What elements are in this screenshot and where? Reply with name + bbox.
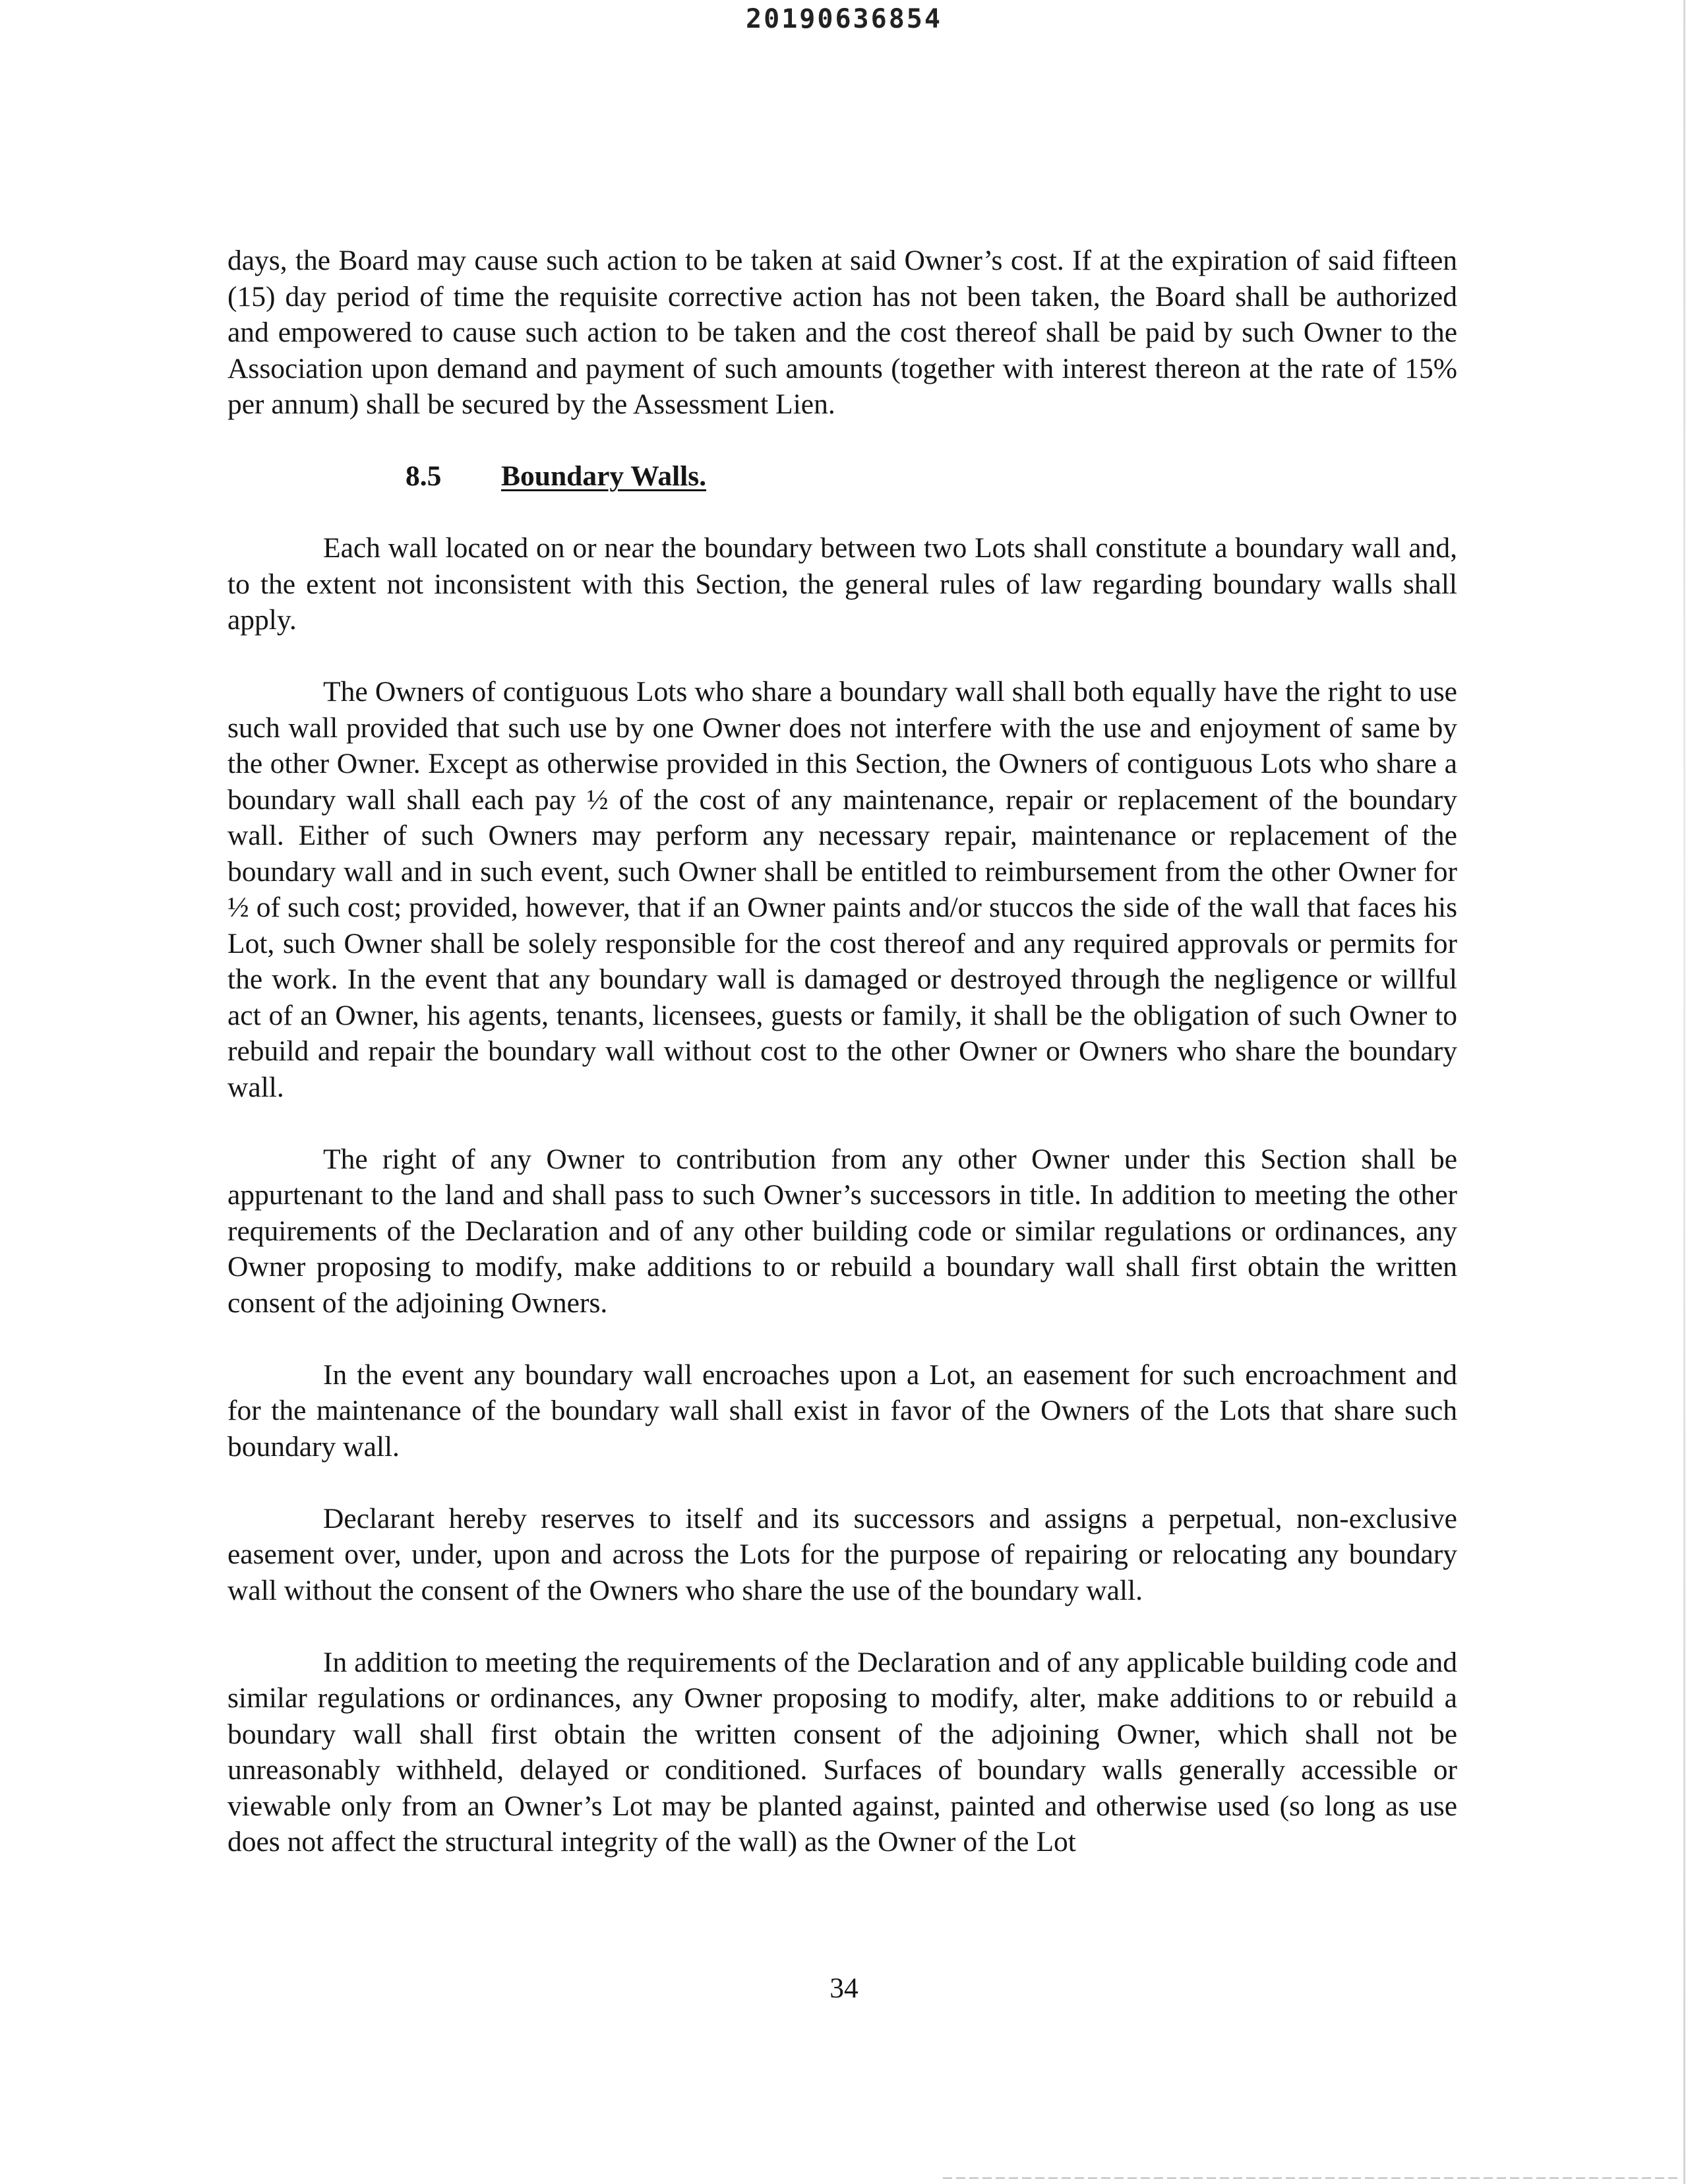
paragraph-modification-consent: In addition to meeting the requirements of the Declaration and of any applicable building code and similar regulations or ordinances, any Owner proposing to modify, alter, make additions to or rebuild a boundary wall shall first obtain the written consent of the adjoining Owner, which shall not be unreasonably withheld, delayed or conditioned. Surfaces of boundary walls generally accessible or viewable only from an Owner’s Lot may be planted against, painted and otherwise used (so long as use does not affect the structural integrity of the wall) as the Owner of the Lot: [227, 1646, 1457, 1858]
page-number: 34: [829, 1972, 859, 2004]
paragraph-declarant-easement: Declarant hereby reserves to itself and its successors and assigns a perpetual, non-exclusive easement over, under, upon and across the Lots for the purpose of repairing or relocating any boundary wall without the consent of the Owners who share the use of the boundary wall.: [227, 1502, 1457, 1606]
continued-paragraph: days, the Board may cause such action to be taken at said Owner’s cost. If at the expiration of said fifteen (15) day period of time the requisite corrective action has not been taken, the Board shall be authorized and empowered to cause such action to be taken and the cost thereof shall be paid by such Owner to the Association upon demand and payment of such amounts (together with interest thereon at the rate of 15% per annum) shall be secured by the Assessment Lien.: [227, 245, 1457, 420]
section-title: Boundary Walls.: [501, 460, 707, 492]
scan-edge-line-bottom: [943, 2177, 1681, 2179]
paragraph-boundary-wall-definition: Each wall located on or near the boundary between two Lots shall constitute a boundary wall and, to the extent not inconsistent with this Section, the general rules of law regarding boundary walls shall apply.: [227, 532, 1457, 636]
paragraph-contribution-rights: The right of any Owner to contribution from any other Owner under this Section shall be appurtenant to the land and shall pass to such Owner’s successors in title. In addition to meeting the other requirements of the Declaration and of any other building code or similar regulations or ordinances, any Owner proposing to modify, make additions to or rebuild a boundary wall shall first obtain the written consent of the adjoining Owners.: [227, 1143, 1457, 1319]
paragraph-encroachment-easement: In the event any boundary wall encroaches upon a Lot, an easement for such encroachment and for the maintenance of the boundary wall shall exist in favor of the Owners of the Lots that share such boundary wall.: [227, 1358, 1457, 1463]
section-number: 8.5: [406, 460, 442, 492]
document-number: 20190636854: [746, 4, 942, 34]
document-body: [227, 243, 1457, 1896]
section-heading: [227, 458, 1457, 495]
paragraph-shared-use-and-costs: The Owners of contiguous Lots who share a boundary wall shall both equally have the right to use such wall provided that such use by one Owner does not interfere with the use and enjoyment of same by the other Owner. Except as otherwise provided in this Section, the Owners of contiguous Lots who share a boundary wall shall each pay ½ of the cost of any maintenance, repair or replacement of the boundary wall. Either of such Owners may perform any necessary repair, maintenance or replacement of the boundary wall and in such event, such Owner shall be entitled to reimbursement from the other Owner for ½ of such cost; provided, however, that if an Owner paints and/or stuccos the side of the wall that faces his Lot, such Owner shall be solely responsible for the cost thereof and any required approvals or permits for the work. In the event that any boundary wall is damaged or destroyed through the negligence or willful act of an Owner, his agents, tenants, licensees, guests or family, it shall be the obligation of such Owner to rebuild and repair the boundary wall without cost to the other Owner or Owners who share the boundary wall.: [227, 676, 1457, 1103]
scan-edge-line: [1683, 0, 1685, 2184]
